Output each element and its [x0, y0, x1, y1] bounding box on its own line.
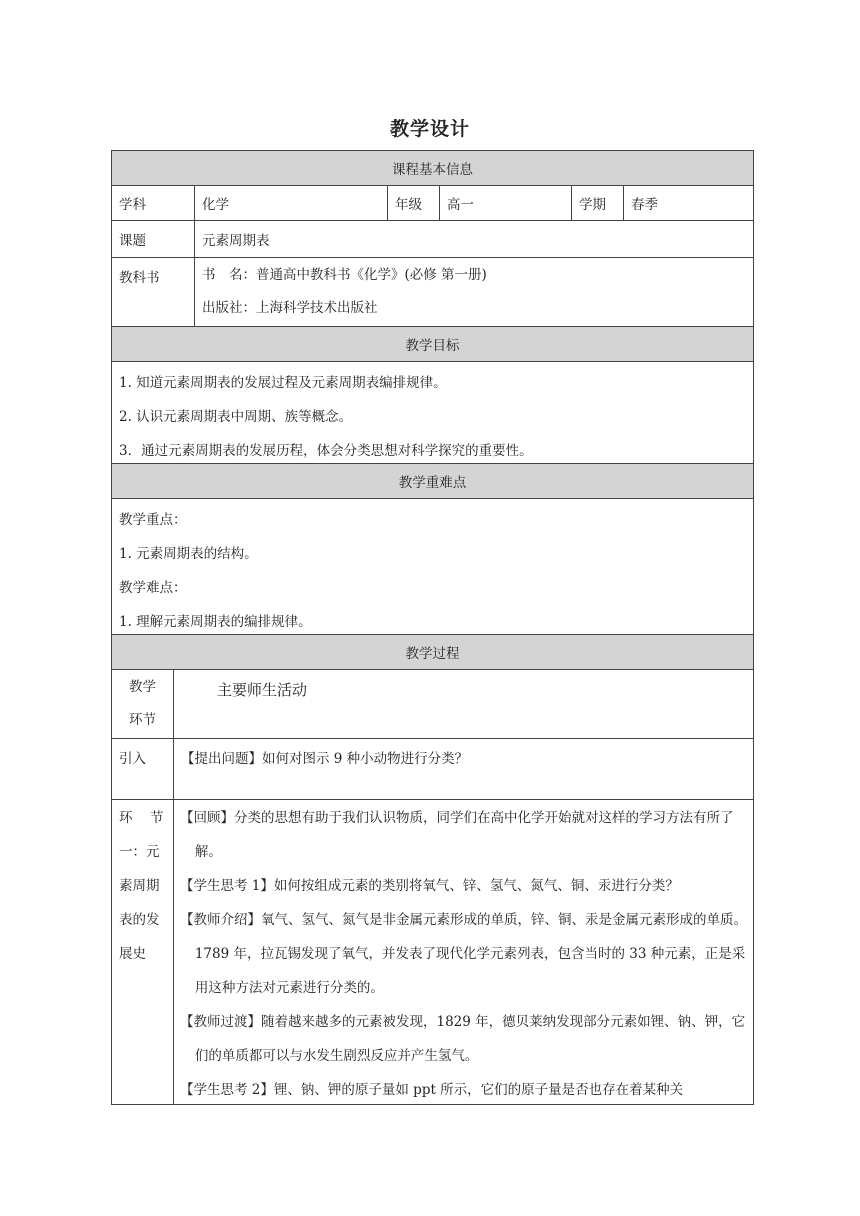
- objective-item: 1. 知道元素周期表的发展过程及元素周期表编排规律。: [119, 375, 447, 391]
- stage-column-header: [112, 670, 174, 738]
- subject-value: 化学: [195, 186, 388, 220]
- stage-header-line: 环节: [129, 712, 156, 728]
- key-points-list: [111, 499, 754, 635]
- subject-label: 学科: [112, 186, 195, 220]
- subject-row: [111, 186, 754, 221]
- objectives-header: 教学目标: [111, 327, 754, 362]
- difficulty-item: 1. 理解元素周期表的编排规律。: [119, 614, 312, 630]
- intro-label: 引入: [112, 739, 174, 799]
- activity-paragraph: 【学生思考 1】如何按组成元素的类别将氧气、锌、氢气、氮气、铜、汞进行分类？: [180, 878, 679, 894]
- topic-row: [111, 221, 754, 258]
- section1-activities: [174, 800, 753, 1104]
- intro-row: [111, 739, 754, 800]
- section1-label-line: 一：元: [119, 844, 160, 860]
- objectives-list: [111, 362, 754, 464]
- textbook-publisher: 出版社：上海科学技术出版社: [202, 300, 378, 316]
- basic-info-header: 课程基本信息: [111, 150, 754, 186]
- key-point-item: 1. 元素周期表的结构。: [119, 546, 258, 562]
- grade-value: 高一: [440, 186, 572, 220]
- term-value: 春季: [631, 197, 658, 213]
- activity-paragraph: 【教师介绍】氧气、氢气、氮气是非金属元素形成的单质，锌、铜、汞是金属元素形成的单质。1789 年，拉瓦锡发现了氧气，并发表了现代化学元素列表，包含当时的 33 种元素，正是采用这种方法对元素进行分类的。: [180, 912, 747, 996]
- process-header: 教学过程: [111, 635, 754, 670]
- textbook-value: [195, 258, 753, 326]
- objective-item: 2. 认识元素周期表中周期、族等概念。: [119, 409, 353, 425]
- difficulty-heading: 教学难点：: [119, 580, 187, 596]
- activity-paragraph: 【学生思考 2】锂、钠、钾的原子量如 ppt 所示，它们的原子量是否也存在着某种关: [180, 1082, 684, 1098]
- section1-label-line: 表的发: [119, 912, 160, 928]
- topic-label: 课题: [112, 221, 195, 257]
- key-point-heading: 教学重点：: [119, 512, 187, 528]
- process-column-header-row: [111, 670, 754, 739]
- topic-value: 元素周期表: [202, 233, 270, 249]
- activity-column-header: 主要师生活动: [217, 681, 308, 699]
- lesson-plan-table: [111, 150, 754, 1105]
- intro-text: 【提出问题】如何对图示 9 种小动物进行分类？: [181, 751, 469, 767]
- term-label: 学期: [572, 186, 624, 220]
- section1-label-line: 展史: [119, 946, 146, 962]
- grade-label: 年级: [388, 186, 440, 220]
- section1-label-line: 素周期: [119, 878, 160, 894]
- section1-label: [112, 800, 174, 1104]
- document-title: 教学设计: [389, 118, 470, 140]
- section1-row: [111, 800, 754, 1105]
- textbook-label: 教科书: [112, 258, 195, 326]
- objective-item: 3．通过元素周期表的发展历程，体会分类思想对科学探究的重要性。: [119, 443, 533, 459]
- activity-paragraph: 【教师过渡】随着越来越多的元素被发现，1829 年，德贝莱纳发现部分元素如锂、钠、钾，它们的单质都可以与水发生剧烈反应并产生氢气。: [180, 1014, 746, 1064]
- key-points-header: 教学重难点: [111, 464, 754, 499]
- section1-label-line: 环 节: [119, 810, 166, 826]
- textbook-row: [111, 258, 754, 327]
- textbook-name: 书 名：普通高中教科书《化学》(必修 第一册): [202, 267, 487, 283]
- stage-header-line: 教学: [129, 679, 156, 695]
- activity-paragraph: 【回顾】分类的思想有助于我们认识物质，同学们在高中化学开始就对这样的学习方法有所了解。: [180, 810, 734, 860]
